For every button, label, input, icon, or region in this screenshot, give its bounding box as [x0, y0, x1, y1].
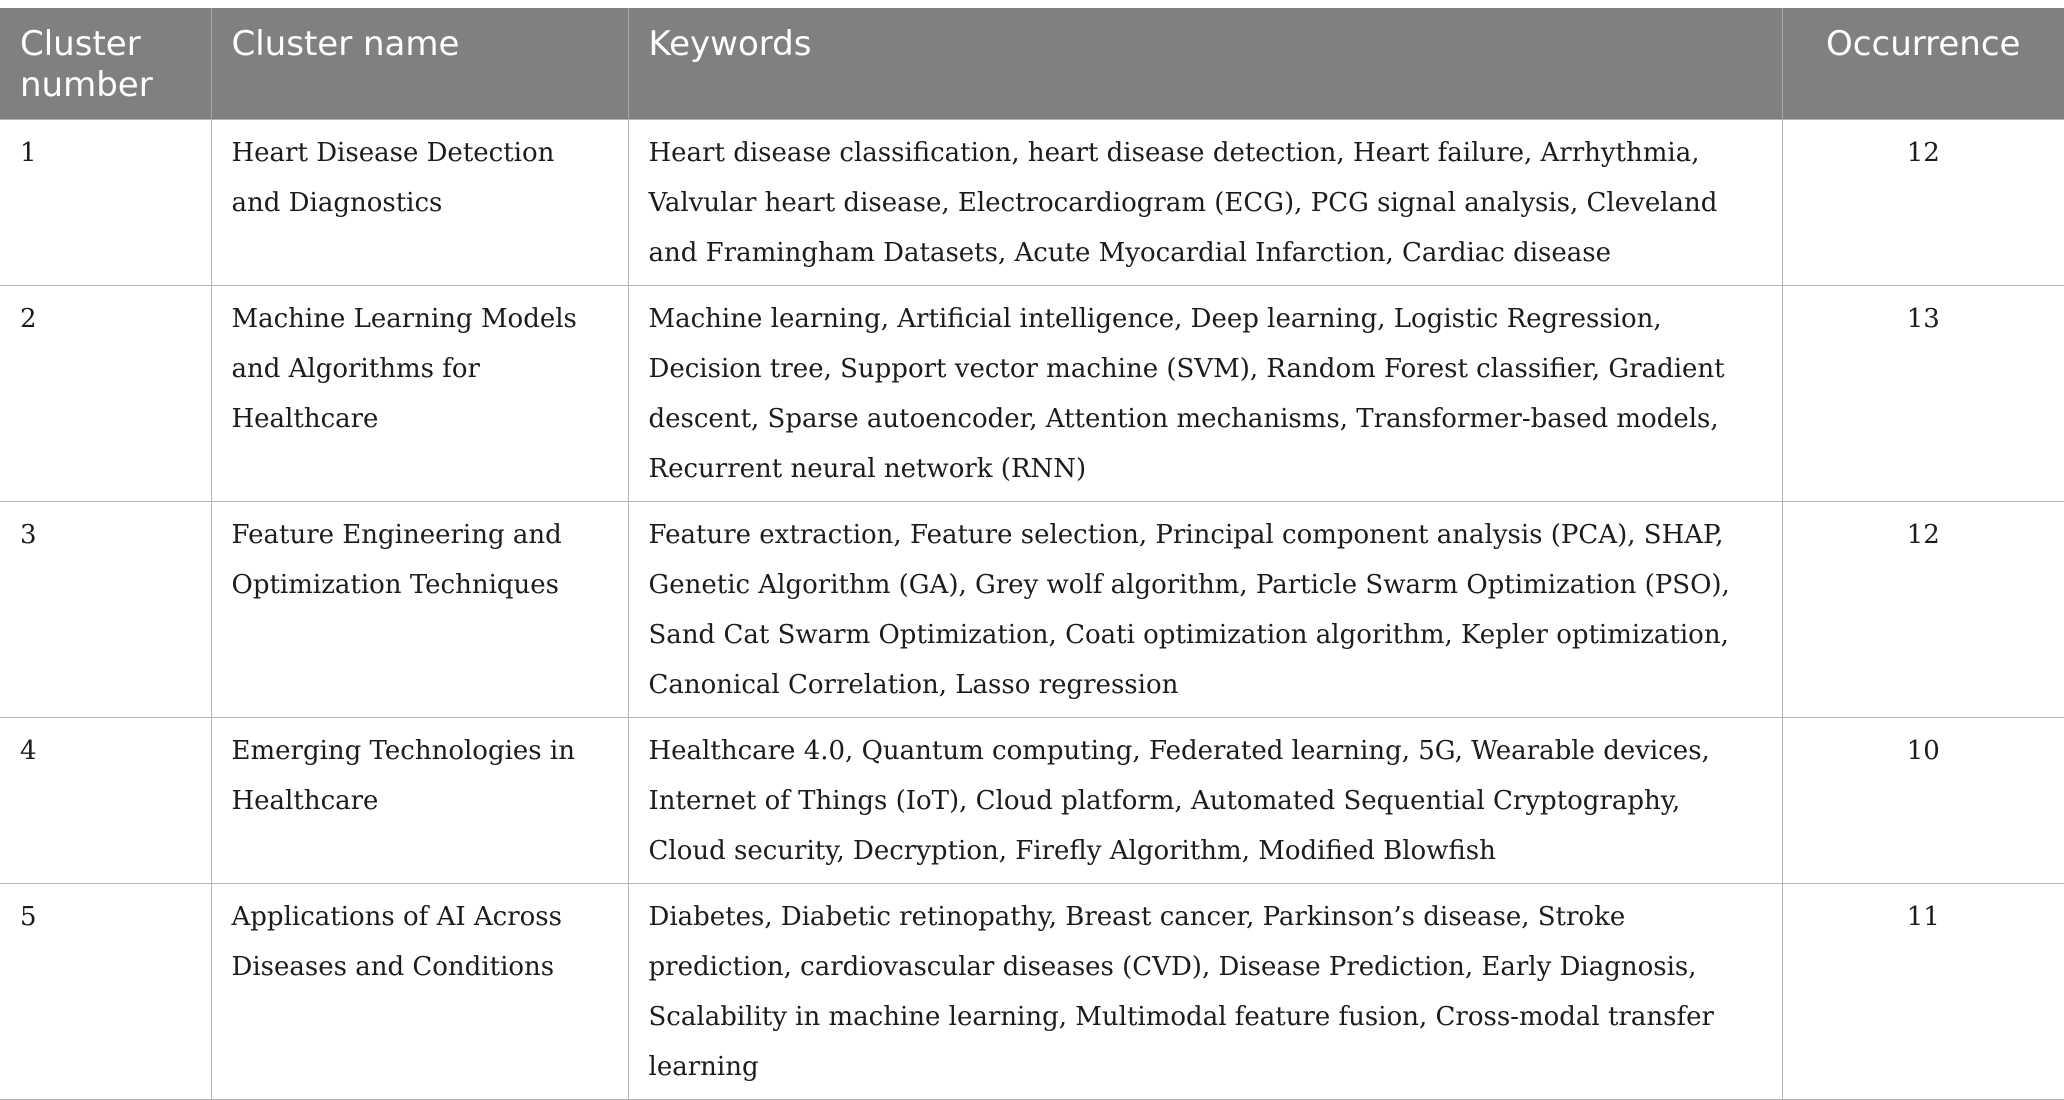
cell-cluster-number: 3	[0, 502, 211, 718]
header-occurrence: Occurrence	[1782, 8, 2064, 120]
header-keywords: Keywords	[628, 8, 1782, 120]
cell-cluster-number: 2	[0, 286, 211, 502]
cell-occurrence: 13	[1782, 286, 2064, 502]
cell-cluster-name: Feature Engineering and Optimization Techniques	[211, 502, 628, 718]
cell-keywords: Diabetes, Diabetic retinopathy, Breast cancer, Parkinson’s disease, Stroke prediction, cardiovascular diseases (CVD), Disease Prediction, Early Diagnosis, Scalability in machine learning, Multimodal feature fusion, Cross-modal transfer learning	[628, 884, 1782, 1100]
cell-keywords: Feature extraction, Feature selection, Principal component analysis (PCA), SHAP, Genetic Algorithm (GA), Grey wolf algorithm, Particle Swarm Optimization (PSO), Sand Cat Swarm Optimization, Coati optimization algorithm, Kepler optimization, Canonical Correlation, Lasso regression	[628, 502, 1782, 718]
cell-cluster-number: 4	[0, 718, 211, 884]
table-row	[0, 120, 2064, 286]
table-row	[0, 502, 2064, 718]
cluster-table	[0, 8, 2064, 1100]
cell-keywords: Heart disease classification, heart disease detection, Heart failure, Arrhythmia, Valvular heart disease, Electrocardiogram (ECG), PCG signal analysis, Cleveland and Framingham Datasets, Acute Myocardial Infarction, Cardiac disease	[628, 120, 1782, 286]
cell-occurrence: 11	[1782, 884, 2064, 1100]
cell-keywords: Healthcare 4.0, Quantum computing, Federated learning, 5G, Wearable devices, Internet of Things (IoT), Cloud platform, Automated Sequential Cryptography, Cloud security, Decryption, Firefly Algorithm, Modified Blowfish	[628, 718, 1782, 884]
cell-occurrence: 12	[1782, 120, 2064, 286]
cell-cluster-name: Heart Disease Detection and Diagnostics	[211, 120, 628, 286]
cell-cluster-name: Applications of AI Across Diseases and Conditions	[211, 884, 628, 1100]
table-header-row	[0, 8, 2064, 120]
cluster-table-container	[0, 8, 2064, 1100]
header-cluster-name: Cluster name	[211, 8, 628, 120]
cell-occurrence: 10	[1782, 718, 2064, 884]
cell-keywords: Machine learning, Artificial intelligence, Deep learning, Logistic Regression, Decision tree, Support vector machine (SVM), Random Forest classifier, Gradient descent, Sparse autoencoder, Attention mechanisms, Transformer-based models, Recurrent neural network (RNN)	[628, 286, 1782, 502]
cell-cluster-name: Machine Learning Models and Algorithms for Healthcare	[211, 286, 628, 502]
cell-cluster-number: 1	[0, 120, 211, 286]
table-row	[0, 286, 2064, 502]
table-row	[0, 884, 2064, 1100]
cell-occurrence: 12	[1782, 502, 2064, 718]
header-cluster-number: Cluster number	[0, 8, 211, 120]
cell-cluster-name: Emerging Technologies in Healthcare	[211, 718, 628, 884]
table-row	[0, 718, 2064, 884]
cell-cluster-number: 5	[0, 884, 211, 1100]
